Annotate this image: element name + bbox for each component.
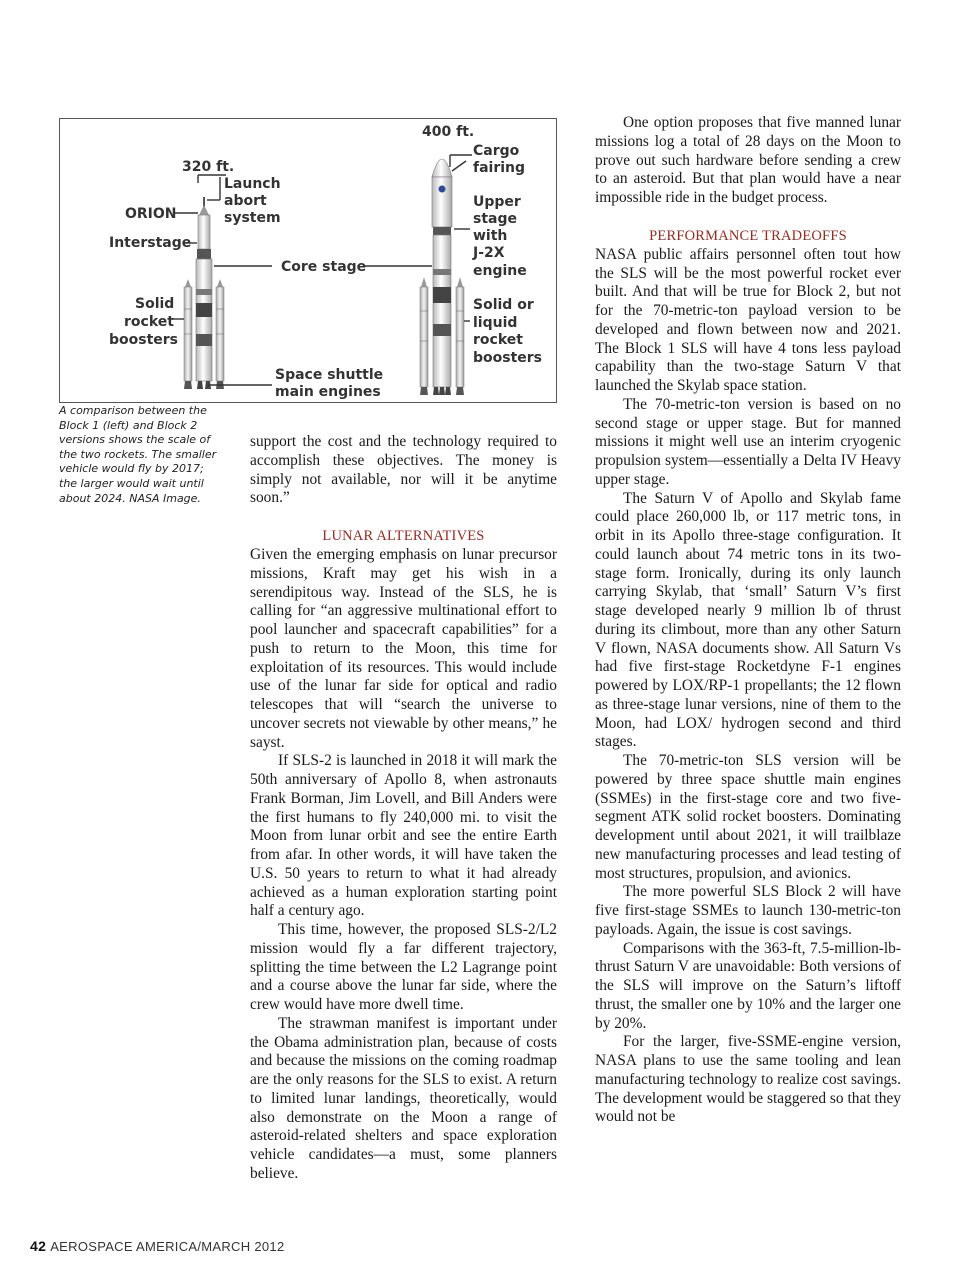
label-solid-3: boosters (109, 332, 179, 348)
label-height-small: 320 ft. (182, 159, 235, 175)
paragraph: NASA public affairs personnel often tout how the SLS will be the most powerful rocket ever built. And that will be true for Block 2, but not for the 70-metric-ton payload version to be developed and flown between now and 2021. The Block 1 SLS will have 4 tons less payload capability than the two-stage Saturn V that launched the Skylab space station. (595, 245, 901, 394)
right-column (595, 114, 901, 1127)
label-solid-liquid-4: boosters (473, 350, 543, 366)
label-solid-1: Solid (135, 296, 175, 312)
section-heading-performance-tradeoffs: PERFORMANCE TRADEOFFS (649, 227, 847, 244)
page-number: 42 (30, 1238, 47, 1254)
block1-rocket (184, 197, 224, 389)
paragraph: This time, however, the proposed SLS-2/L2 mission would fly a far different trajectory, splitting the time between the L2 Lagrange point and a course above the lunar far side, where the crew would have more dwell time. (250, 921, 557, 1013)
label-core-stage: Core stage (281, 259, 367, 275)
paragraph: For the larger, five-SSME-engine version, NASA plans to use the same tooling and lean manufacturing technology to realize cost savings. The development would be staggered so that they would not be (595, 1033, 901, 1126)
paragraph: If SLS-2 is launched in 2018 it will mark the 50th anniversary of Apollo 8, when astronauts Frank Borman, Jim Lovell, and Bill Anders were the first humans to fly 240,000 mi. to visit the Moon from lunar orbit and see the entire Earth from afar. In other words, it will have taken the U.S. 50 years to return to what it had already achieved as a human exploration starting point half a century ago. (250, 752, 557, 920)
label-solid-liquid-2: liquid (473, 315, 518, 331)
paragraph: Given the emerging emphasis on lunar precursor missions, Kraft may get his wish in a serendipitous way. Instead of the SLS, he is calling for “an aggressive multinational effort to pool launcher and spacecraft capabilities” for a push to return to the Moon, this time for exploitation of its resources. This would include use of the lunar far side for optical and radio telescopes that will “search the universe to uncover secrets not viewable by other means,” he sayst. (250, 546, 557, 751)
label-upper-1: Upper (473, 194, 521, 210)
middle-column (250, 433, 557, 1184)
label-ssme-2: main engines (275, 384, 381, 400)
label-cargo-1: Cargo (473, 143, 520, 159)
label-orion: ORION (125, 206, 177, 222)
label-height-large: 400 ft. (422, 124, 475, 140)
label-cargo-2: fairing (473, 160, 526, 176)
label-launch-abort-2: abort (224, 193, 267, 209)
label-interstage: Interstage (109, 235, 192, 251)
paragraph: The 70-metric-ton SLS version will be powered by three space shuttle main engines (SSMEs) in the first-stage core and two five-segment ATK solid rocket boosters. Dominating development until about 2021, it will trailblaze new manufacturing processes and lead testing of most structures, propulsion, and avionics. (595, 752, 901, 882)
label-launch-abort-3: system (224, 210, 281, 226)
section-heading-lunar-alternatives: LUNAR ALTERNATIVES (322, 528, 485, 544)
label-launch-abort-1: Launch (224, 176, 281, 192)
paragraph: The strawman manifest is important under the Obama administration plan, because of costs and because the missions on the coming roadmap are the only reasons for the SLS to exist. A return to limited lunar landings, theoretically, would also demonstrate on the Moon a range of asteroid-related shelters and space exploration vehicle candidates—a must, some planners believe. (250, 1014, 557, 1182)
paragraph: One option proposes that five manned lunar missions log a total of 28 days on the Moon to prove out such hardware before sending a crew to an asteroid. But that plan would have a near impossible ride in the budget process. (595, 114, 901, 206)
label-upper-4: J-2X (473, 245, 505, 261)
rocket-diagram (60, 119, 556, 402)
block2-rocket (420, 159, 464, 395)
page-footer (30, 1238, 284, 1254)
rocket-comparison-figure (59, 118, 557, 403)
label-ssme-1: Space shuttle (275, 367, 384, 383)
label-upper-3: with (473, 228, 508, 244)
paragraph: support the cost and the technology required to accomplish these objectives. The money is simply not available, nor will it be anytime soon.” (250, 433, 557, 507)
label-solid-2: rocket (124, 314, 174, 330)
publication-line: AEROSPACE AMERICA/MARCH 2012 (50, 1239, 285, 1254)
paragraph: The 70-metric-ton version is based on no second stage or upper stage. But for manned missions it might well use an interim cryogenic propulsion system—essentially a Delta IV Heavy upper stage. (595, 395, 901, 488)
paragraph: The more powerful SLS Block 2 will have five first-stage SSMEs to launch 130-metric-ton payloads. Again, the issue is cost savings. (595, 883, 901, 938)
paragraph: The Saturn V of Apollo and Skylab fame could place 260,000 lb, or 117 metric tons, in orbit in its Apollo three-stage configuration. It could launch about 74 metric tons in its two-stage form. Ironically, during its only launch carrying Skylab, that ‘small’ Saturn V’s first stage developed nearly 9 million lb of thrust during its climbout, more than any other Saturn V flown, NASA documents show. All Saturn Vs had five first-stage Rocketdyne F-1 engines powered by LOX/RP-1 propellants; the 12 flown as three-stage lunar versions, nine of them to the Moon, had LOX/ hydrogen second and third stages. (595, 489, 901, 751)
label-upper-2: stage (473, 211, 517, 227)
label-solid-liquid-3: rocket (473, 332, 523, 348)
figure-caption: A comparison between the Block 1 (left) and Block 2 versions shows the scale of the two rockets. The smaller vehicle would fly by 2017; the larger would wait until about 2024. NASA Image. (59, 404, 217, 505)
paragraph: Comparisons with the 363-ft, 7.5-million-lb-thrust Saturn V are unavoidable: Both versions of the SLS will improve on the Saturn’s liftoff thrust, the smaller one by 10% and the larger one by 20%. (595, 939, 901, 1032)
label-upper-5: engine (473, 263, 527, 279)
label-solid-liquid-1: Solid or (473, 297, 534, 313)
